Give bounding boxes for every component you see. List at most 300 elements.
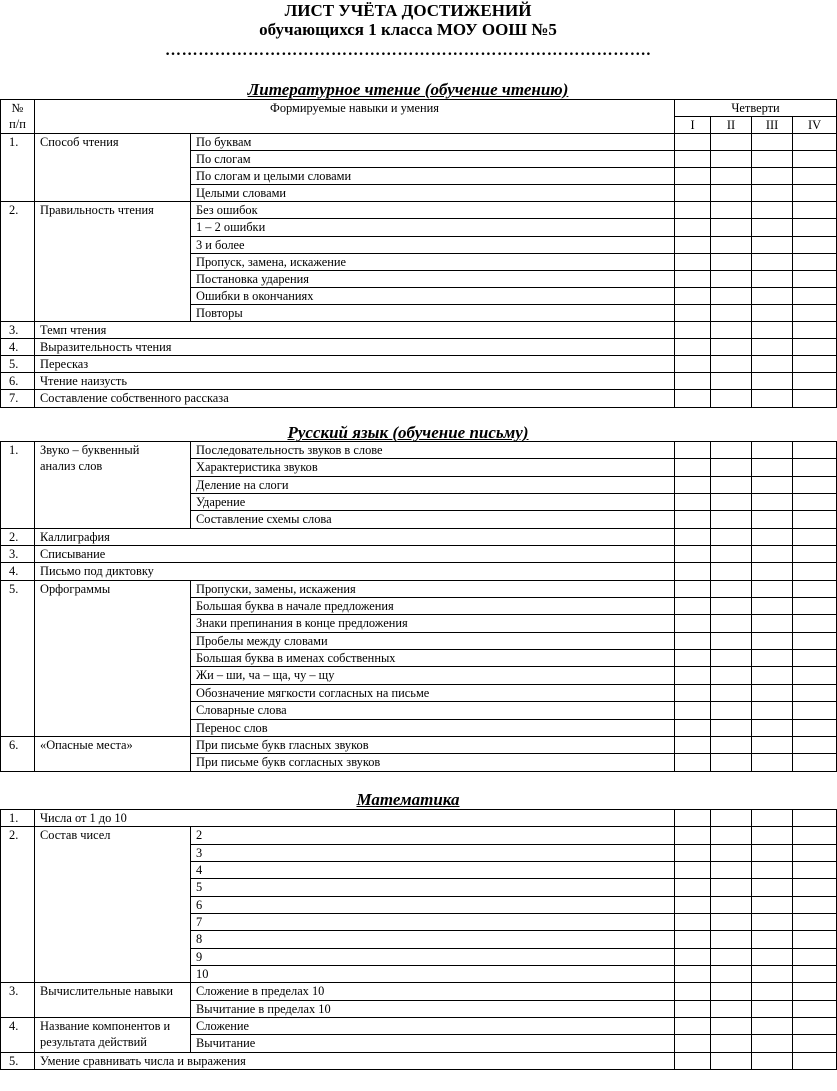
row-number: 3. <box>1 983 35 1018</box>
sub-skill: Знаки препинания в конце предложения <box>191 615 675 632</box>
quarter-q3-cell <box>752 736 793 753</box>
quarter-q2-cell <box>711 719 752 736</box>
quarter-label: IV <box>793 117 837 134</box>
quarter-q1-cell <box>675 253 711 270</box>
quarter-q1-cell <box>675 287 711 304</box>
quarter-q1-cell <box>675 151 711 168</box>
skill-name-line: Орфограммы <box>40 581 111 596</box>
skill-name: Письмо под диктовку <box>35 563 675 580</box>
row-number: 7. <box>1 390 35 407</box>
row-number: 4. <box>1 563 35 580</box>
skill-name-line: Звуко – буквенный <box>40 443 140 457</box>
quarter-q3-cell <box>752 862 793 879</box>
row-number: 2. <box>1 827 35 983</box>
sub-skill: Словарные слова <box>191 702 675 719</box>
quarter-q1-cell <box>675 650 711 667</box>
quarter-q1-cell <box>675 442 711 459</box>
quarter-q1-cell <box>675 862 711 879</box>
skill-name-line: «Опасные места» <box>40 737 133 752</box>
table-row <box>1 390 837 407</box>
quarter-q1-cell <box>675 339 711 356</box>
quarter-q3-cell <box>752 236 793 253</box>
sub-skill: 3 и более <box>191 236 675 253</box>
sheet-title: ЛИСТ УЧЁТА ДОСТИЖЕНИЙ <box>284 1 532 20</box>
quarter-q2-cell <box>711 356 752 373</box>
quarter-q2-cell <box>711 563 752 580</box>
quarter-q4-cell <box>793 287 837 304</box>
skill-name-line: анализ слов <box>40 459 103 473</box>
quarter-q1-cell <box>675 373 711 390</box>
quarter-q2-cell <box>711 810 752 827</box>
quarter-q4-cell <box>793 719 837 736</box>
quarter-q2-cell <box>711 896 752 913</box>
quarter-q3-cell <box>752 1035 793 1052</box>
table-row <box>1 810 837 827</box>
quarter-q4-cell <box>793 896 837 913</box>
quarter-q3-cell <box>752 442 793 459</box>
quarter-q2-cell <box>711 528 752 545</box>
quarter-q1-cell <box>675 356 711 373</box>
table-row <box>1 356 837 373</box>
quarter-q2-cell <box>711 1035 752 1052</box>
sub-skill: Ударение <box>191 494 675 511</box>
quarter-q4-cell <box>793 632 837 649</box>
quarter-q2-cell <box>711 442 752 459</box>
quarter-q4-cell <box>793 844 837 861</box>
quarter-q4-cell <box>793 736 837 753</box>
skill-name: Умение сравнивать числа и выражения <box>35 1052 675 1069</box>
quarter-q1-cell <box>675 754 711 771</box>
row-number: 6. <box>1 373 35 390</box>
sub-skill: Вычитание <box>191 1035 675 1052</box>
sub-skill: Большая буква в именах собственных <box>191 650 675 667</box>
quarter-q2-cell <box>711 754 752 771</box>
quarter-q3-cell <box>752 1018 793 1035</box>
quarter-q3-cell <box>752 287 793 304</box>
math-section-title: Математика <box>356 790 460 809</box>
skill-name: Составление собственного рассказа <box>35 390 675 407</box>
quarter-q2-cell <box>711 736 752 753</box>
quarter-q1-cell <box>675 931 711 948</box>
quarter-q2-cell <box>711 844 752 861</box>
sub-skill: 5 <box>191 879 675 896</box>
quarter-q3-cell <box>752 528 793 545</box>
quarter-q4-cell <box>793 339 837 356</box>
quarter-q2-cell <box>711 546 752 563</box>
sub-skill: Ошибки в окончаниях <box>191 287 675 304</box>
quarter-q4-cell <box>793 356 837 373</box>
quarter-q3-cell <box>752 754 793 771</box>
sub-skill: Перенос слов <box>191 719 675 736</box>
sheet-subtitle: обучающихся 1 класса МОУ ООШ №5 <box>259 20 557 39</box>
sub-skill: 7 <box>191 914 675 931</box>
number-header <box>1 100 35 134</box>
quarter-q1-cell <box>675 615 711 632</box>
quarter-q2-cell <box>711 373 752 390</box>
quarter-q4-cell <box>793 511 837 528</box>
row-number: 5. <box>1 580 35 736</box>
literature-table <box>0 99 837 408</box>
quarter-q3-cell <box>752 546 793 563</box>
skill-name <box>35 134 191 202</box>
quarter-q1-cell <box>675 511 711 528</box>
quarter-q1-cell <box>675 236 711 253</box>
quarter-q3-cell <box>752 580 793 597</box>
table-row <box>1 373 837 390</box>
quarter-q1-cell <box>675 304 711 321</box>
row-number: 1. <box>1 810 35 827</box>
quarter-q3-cell <box>752 1000 793 1017</box>
quarter-q1-cell <box>675 1052 711 1069</box>
quarter-q4-cell <box>793 966 837 983</box>
row-number: 1. <box>1 134 35 202</box>
quarter-q4-cell <box>793 442 837 459</box>
quarter-q2-cell <box>711 511 752 528</box>
quarter-q1-cell <box>675 528 711 545</box>
table-row <box>1 563 837 580</box>
quarter-label: I <box>675 117 711 134</box>
quarter-q1-cell <box>675 736 711 753</box>
quarter-q2-cell <box>711 684 752 701</box>
sub-skill: 8 <box>191 931 675 948</box>
sub-skill: 3 <box>191 844 675 861</box>
sub-skill: Обозначение мягкости согласных на письме <box>191 684 675 701</box>
quarter-label: III <box>752 117 793 134</box>
quarter-q4-cell <box>793 1052 837 1069</box>
quarter-q3-cell <box>752 373 793 390</box>
quarter-q2-cell <box>711 151 752 168</box>
sub-skill: Жи – ши, ча – ща, чу – щу <box>191 667 675 684</box>
quarter-q2-cell <box>711 322 752 339</box>
quarter-q1-cell <box>675 827 711 844</box>
sub-skill: По слогам и целыми словами <box>191 168 675 185</box>
sub-skill: Пропуски, замены, искажения <box>191 580 675 597</box>
quarters-header: Четверти <box>675 100 837 117</box>
skill-name <box>35 1018 191 1053</box>
math-table <box>0 809 837 1070</box>
sub-skill: Сложение в пределах 10 <box>191 983 675 1000</box>
quarter-q1-cell <box>675 948 711 965</box>
quarter-q3-cell <box>752 896 793 913</box>
skill-name: Каллиграфия <box>35 528 675 545</box>
sub-skill: Последовательность звуков в слове <box>191 442 675 459</box>
russian-section-title: Русский язык (обучение письму) <box>287 423 529 442</box>
quarter-q2-cell <box>711 650 752 667</box>
sub-skill: При письме букв гласных звуков <box>191 736 675 753</box>
skill-name-line: результата действий <box>40 1035 147 1050</box>
skill-name <box>35 736 191 771</box>
sub-skill: 9 <box>191 948 675 965</box>
quarter-q3-cell <box>752 356 793 373</box>
quarter-q2-cell <box>711 1000 752 1017</box>
skill-name: Пересказ <box>35 356 675 373</box>
quarter-q2-cell <box>711 667 752 684</box>
sub-skill: Пробелы между словами <box>191 632 675 649</box>
quarter-q3-cell <box>752 494 793 511</box>
row-number: 4. <box>1 339 35 356</box>
quarter-label: II <box>711 117 752 134</box>
quarter-q1-cell <box>675 580 711 597</box>
quarter-q4-cell <box>793 563 837 580</box>
quarter-q3-cell <box>752 615 793 632</box>
quarter-q2-cell <box>711 615 752 632</box>
quarter-q2-cell <box>711 1052 752 1069</box>
quarter-q1-cell <box>675 914 711 931</box>
row-number: 4. <box>1 1018 35 1053</box>
skill-name: Выразительность чтения <box>35 339 675 356</box>
quarter-q4-cell <box>793 702 837 719</box>
quarter-q3-cell <box>752 219 793 236</box>
skill-name <box>35 827 191 983</box>
quarter-q3-cell <box>752 270 793 287</box>
quarter-q3-cell <box>752 151 793 168</box>
dotted-line: ……………………………………………………………………………. <box>165 42 651 59</box>
quarter-q1-cell <box>675 494 711 511</box>
skill-name <box>35 202 191 322</box>
table-row <box>1 528 837 545</box>
quarter-q3-cell <box>752 511 793 528</box>
sub-skill: Большая буква в начале предложения <box>191 598 675 615</box>
quarter-q3-cell <box>752 476 793 493</box>
quarter-q4-cell <box>793 862 837 879</box>
quarter-q3-cell <box>752 684 793 701</box>
quarter-q3-cell <box>752 390 793 407</box>
quarter-q2-cell <box>711 287 752 304</box>
table-row <box>1 983 837 1000</box>
quarter-q4-cell <box>793 528 837 545</box>
quarter-q1-cell <box>675 598 711 615</box>
quarter-q3-cell <box>752 948 793 965</box>
row-number: 3. <box>1 322 35 339</box>
sub-skill: При письме букв согласных звуков <box>191 754 675 771</box>
sub-skill: 6 <box>191 896 675 913</box>
quarter-q1-cell <box>675 168 711 185</box>
quarter-q4-cell <box>793 580 837 597</box>
quarter-q1-cell <box>675 1018 711 1035</box>
quarter-q2-cell <box>711 494 752 511</box>
row-number: 1. <box>1 442 35 529</box>
quarter-q4-cell <box>793 684 837 701</box>
quarter-q4-cell <box>793 202 837 219</box>
table-row <box>1 580 837 597</box>
quarter-q2-cell <box>711 948 752 965</box>
quarter-q1-cell <box>675 1035 711 1052</box>
table-row <box>1 202 837 219</box>
quarter-q4-cell <box>793 827 837 844</box>
sub-skill: 1 – 2 ошибки <box>191 219 675 236</box>
quarter-q4-cell <box>793 373 837 390</box>
quarter-q1-cell <box>675 459 711 476</box>
sub-skill: Вычитание в пределах 10 <box>191 1000 675 1017</box>
quarter-q1-cell <box>675 270 711 287</box>
quarter-q2-cell <box>711 931 752 948</box>
sub-skill: Постановка ударения <box>191 270 675 287</box>
quarter-q4-cell <box>793 168 837 185</box>
quarter-q2-cell <box>711 459 752 476</box>
quarter-q3-cell <box>752 185 793 202</box>
quarter-q3-cell <box>752 339 793 356</box>
sub-skill: Характеристика звуков <box>191 459 675 476</box>
quarter-q4-cell <box>793 151 837 168</box>
quarter-q1-cell <box>675 983 711 1000</box>
quarter-q4-cell <box>793 476 837 493</box>
sub-skill: Повторы <box>191 304 675 321</box>
quarter-q1-cell <box>675 810 711 827</box>
quarter-q2-cell <box>711 134 752 151</box>
quarter-q4-cell <box>793 983 837 1000</box>
quarter-q1-cell <box>675 632 711 649</box>
sub-skill: 4 <box>191 862 675 879</box>
quarter-q4-cell <box>793 1035 837 1052</box>
quarter-q3-cell <box>752 827 793 844</box>
quarter-q4-cell <box>793 667 837 684</box>
quarter-q4-cell <box>793 1000 837 1017</box>
quarter-q4-cell <box>793 754 837 771</box>
skill-name-line: Состав чисел <box>40 828 111 843</box>
quarter-q3-cell <box>752 134 793 151</box>
quarter-q3-cell <box>752 598 793 615</box>
sub-skill: Целыми словами <box>191 185 675 202</box>
quarter-q1-cell <box>675 219 711 236</box>
quarter-q3-cell <box>752 879 793 896</box>
skill-name: Числа от 1 до 10 <box>35 810 675 827</box>
table-row <box>1 1018 837 1035</box>
quarter-q4-cell <box>793 253 837 270</box>
table-row <box>1 736 837 753</box>
quarter-q4-cell <box>793 598 837 615</box>
quarter-q4-cell <box>793 810 837 827</box>
quarter-q1-cell <box>675 202 711 219</box>
skill-name-line: Способ чтения <box>40 135 119 149</box>
quarter-q2-cell <box>711 339 752 356</box>
quarter-q2-cell <box>711 236 752 253</box>
quarter-q2-cell <box>711 914 752 931</box>
number-sign: № <box>11 101 24 115</box>
quarter-q1-cell <box>675 719 711 736</box>
quarter-q1-cell <box>675 896 711 913</box>
skill-name-line: Правильность чтения <box>40 203 154 218</box>
skill-name <box>35 442 191 529</box>
quarter-q2-cell <box>711 202 752 219</box>
quarter-q1-cell <box>675 546 711 563</box>
quarter-q3-cell <box>752 844 793 861</box>
skill-name: Темп чтения <box>35 322 675 339</box>
quarter-q1-cell <box>675 134 711 151</box>
skill-name-line: Вычислительные навыки <box>40 984 174 999</box>
quarter-q3-cell <box>752 168 793 185</box>
table-row <box>1 134 837 151</box>
quarter-q2-cell <box>711 862 752 879</box>
quarter-q4-cell <box>793 322 837 339</box>
sub-skill: По буквам <box>191 134 675 151</box>
quarter-q3-cell <box>752 650 793 667</box>
quarter-q3-cell <box>752 719 793 736</box>
skill-name: Списывание <box>35 546 675 563</box>
quarter-q2-cell <box>711 253 752 270</box>
quarter-q2-cell <box>711 390 752 407</box>
quarter-q3-cell <box>752 202 793 219</box>
quarter-q3-cell <box>752 667 793 684</box>
quarter-q2-cell <box>711 983 752 1000</box>
quarter-q4-cell <box>793 459 837 476</box>
quarter-q4-cell <box>793 650 837 667</box>
quarter-q1-cell <box>675 966 711 983</box>
quarter-q2-cell <box>711 632 752 649</box>
quarter-q4-cell <box>793 615 837 632</box>
header-row <box>1 100 837 117</box>
quarter-q3-cell <box>752 563 793 580</box>
table-row <box>1 339 837 356</box>
quarter-q4-cell <box>793 134 837 151</box>
quarter-q1-cell <box>675 322 711 339</box>
quarter-q2-cell <box>711 580 752 597</box>
quarter-q1-cell <box>675 476 711 493</box>
row-number: 5. <box>1 1052 35 1069</box>
quarter-q3-cell <box>752 304 793 321</box>
quarter-q3-cell <box>752 459 793 476</box>
row-number: 6. <box>1 736 35 771</box>
skill-name-line: Название компонентов и <box>40 1019 171 1034</box>
quarter-q3-cell <box>752 983 793 1000</box>
skill-name: Чтение наизусть <box>35 373 675 390</box>
quarter-q3-cell <box>752 702 793 719</box>
quarter-q3-cell <box>752 253 793 270</box>
sub-skill: Сложение <box>191 1018 675 1035</box>
quarter-q2-cell <box>711 827 752 844</box>
quarter-q1-cell <box>675 563 711 580</box>
row-number: 2. <box>1 202 35 322</box>
quarter-q4-cell <box>793 546 837 563</box>
sub-skill: Деление на слоги <box>191 476 675 493</box>
quarter-q3-cell <box>752 914 793 931</box>
sub-skill: Пропуск, замена, искажение <box>191 253 675 270</box>
quarter-q2-cell <box>711 879 752 896</box>
quarter-q4-cell <box>793 494 837 511</box>
quarter-q1-cell <box>675 684 711 701</box>
sub-skill: По слогам <box>191 151 675 168</box>
literature-section-title: Литературное чтение (обучение чтению) <box>247 80 569 99</box>
russian-table <box>0 441 837 772</box>
number-abbrev: п/п <box>9 117 26 131</box>
quarter-q2-cell <box>711 598 752 615</box>
table-row <box>1 1052 837 1069</box>
quarter-q4-cell <box>793 185 837 202</box>
quarter-q2-cell <box>711 476 752 493</box>
sub-skill: 10 <box>191 966 675 983</box>
quarter-q3-cell <box>752 1052 793 1069</box>
table-row <box>1 442 837 459</box>
quarter-q1-cell <box>675 1000 711 1017</box>
quarter-q3-cell <box>752 632 793 649</box>
table-row <box>1 546 837 563</box>
quarter-q3-cell <box>752 810 793 827</box>
quarter-q4-cell <box>793 236 837 253</box>
quarter-q3-cell <box>752 931 793 948</box>
quarter-q1-cell <box>675 702 711 719</box>
quarter-q4-cell <box>793 879 837 896</box>
skill-name <box>35 983 191 1018</box>
quarter-q4-cell <box>793 1018 837 1035</box>
quarter-q1-cell <box>675 879 711 896</box>
row-number: 3. <box>1 546 35 563</box>
sub-skill: Составление схемы слова <box>191 511 675 528</box>
quarter-q2-cell <box>711 270 752 287</box>
quarter-q2-cell <box>711 1018 752 1035</box>
quarter-q4-cell <box>793 914 837 931</box>
quarter-q1-cell <box>675 844 711 861</box>
quarter-q1-cell <box>675 667 711 684</box>
sub-skill: Без ошибок <box>191 202 675 219</box>
